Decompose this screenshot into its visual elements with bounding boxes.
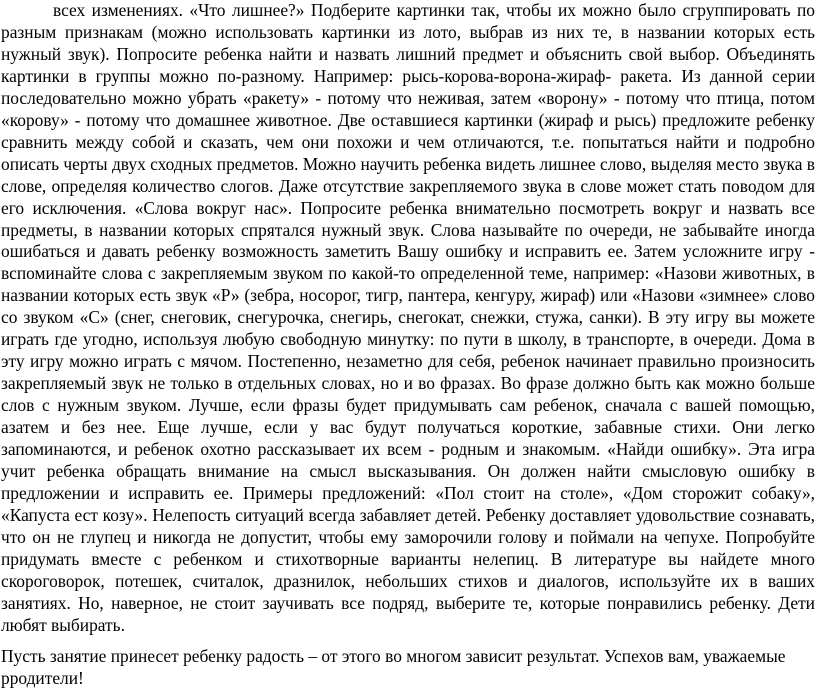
closing-paragraph: Пусть занятие принесет ребенку радость – от этого во многом зависит результат. Успехов вам, уважаемые рродители!	[1, 645, 786, 688]
body-paragraph: всех изменениях. «Что лишнее?» Подберите картинки так, чтобы их можно было сгруппировать по разным признакам (можно использовать картинки из лото, выбрав из них те, в названии которых есть нужный звук). Попросите ребенка найти и назвать лишний предмет и объяснить свой выбор. Объединять картинки в группы можно по-разному. Например: рысь-корова-ворона-жираф- ракета. Из данной серии последовательно можно убрать «ракету» - потому что неживая, затем «ворону» - потому что птица, потом «корову» - потому что домашнее животное. Две оставшиеся картинки (жираф и рысь) предложите ребенку сравнить между собой и сказать, чем они похожи и чем отличаются, т.е. попытаться найти и подробно описать черты двух сходных предметов. Можно научить ребенка видеть лишнее слово, выделяя место звука в слове, определяя количество слогов. Даже отсутствие закрепляемого звука в слове может стать поводом для его исключения. «Слова вокруг нас». Попросите ребенка внимательно посмотреть вокруг и назвать все предметы, в названии которых спрятался нужный звук. Слова называйте по очереди, не забывайте иногда ошибаться и давать ребенку возможность заметить Вашу ошибку и исправить ее. Затем усложните игру - вспоминайте слова с закрепляемым звуком по какой-то определенной теме, например: «Назови животных, в названии которых есть звук «Р» (зебра, носорог, тигр, пантера, кенгуру, жираф) или «Назови «зимнее» слово со звуком «С» (снег, снеговик, снегурочка, снегирь, снегокат, снежки, стужа, санки). В эту игру вы можете играть где угодно, используя любую свободную минутку: по пути в школу, в транспорте, в очереди. Дома в эту игру можно играть с мячом. Постепенно, незаметно для себя, ребенок начинает правильно произносить закрепляемый звук не только в отдельных словах, но и во фразах. Во фразе должно быть как можно больше слов с нужным звуком. Лучше, если фразы будет придумывать сам ребенок, сначала с вашей помощью, азатем и без нее. Еще лучше, если у вас будут получаться короткие, забавные стихи. Они легко запоминаются, и ребенок охотно рассказывает их всем - родным и знакомым. «Найди ошибку». Эта игра учит ребенка обращать внимание на смысл высказывания. Он должен найти смысловую ошибку в предложении и исправить ее. Примеры предложений: «Пол стоит на столе», «Дом сторожит собаку», «Капуста ест козу». Нелепость ситуаций всегда забавляет детей. Ребенку доставляет удовольствие сознавать, что он не глупец и никогда не допустит, чтобы ему заморочили голову и поймали на чепухе. Попробуйте придумать вместе с ребенком и стихотворные варианты нелепиц. В литературе вы найдете много скороговорок, потешек, считалок, дразнилок, небольших стихов и диалогов, используйте их в ваших занятиях. Но, наверное, не стоит заучивать все подряд, выберите те, которые понравились ребенку. Дети любят выбирать.	[1, 0, 815, 635]
